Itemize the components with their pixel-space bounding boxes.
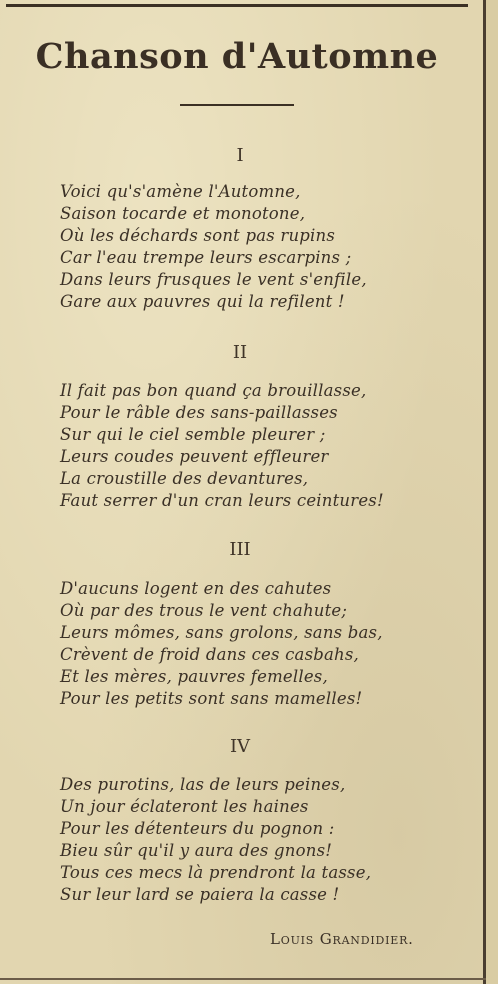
top-rule xyxy=(6,4,468,7)
poem-line: Où par des trous le vent chahute; xyxy=(60,601,348,620)
stanza-numeral-4: IV xyxy=(229,736,251,757)
author-signature: Louis Grandidier. xyxy=(270,930,414,948)
stanza-numeral-1: I xyxy=(236,145,244,166)
poem-line: Pour les détenteurs du pognon : xyxy=(60,819,335,838)
poem-line: Il fait pas bon quand ça brouillasse, xyxy=(60,381,367,400)
bottom-rule xyxy=(0,978,486,980)
poem-line: Tous ces mecs là prendront la tasse, xyxy=(60,863,372,882)
poem-line: Dans leurs frusques le vent s'enfile, xyxy=(60,270,367,289)
poem-title: Chanson d'Automne xyxy=(35,36,439,77)
stanza-4 xyxy=(60,774,480,906)
title-underline xyxy=(180,104,294,106)
poem-line: Bieu sûr qu'il y aura des gnons! xyxy=(60,841,333,860)
stanza-2 xyxy=(60,380,480,512)
poem-line: Saison tocarde et monotone, xyxy=(60,204,306,223)
poem-line: La croustille des devantures, xyxy=(60,469,309,488)
stanza-numeral-3: III xyxy=(229,539,251,560)
poem-line: Faut serrer d'un cran leurs ceintures! xyxy=(60,491,384,510)
poem-line: Crèvent de froid dans ces casbahs, xyxy=(60,645,359,664)
stanza-numeral-2: II xyxy=(232,342,248,363)
column-rule xyxy=(483,0,486,984)
poem-line: Sur leur lard se paiera la casse ! xyxy=(60,885,340,904)
poem-line: Leurs coudes peuvent effleurer xyxy=(60,447,329,466)
poem-line: Voici qu's'amène l'Automne, xyxy=(60,182,301,201)
poem-line: Et les mères, pauvres femelles, xyxy=(60,667,328,686)
poem-line: Leurs mômes, sans grolons, sans bas, xyxy=(60,623,383,642)
poem-line: Gare aux pauvres qui la refilent ! xyxy=(60,292,345,311)
poem-line: Des purotins, las de leurs peines, xyxy=(60,775,346,794)
stanza-1 xyxy=(60,181,480,313)
poem-line: Sur qui le ciel semble pleurer ; xyxy=(60,425,326,444)
poem-line: Car l'eau trempe leurs escarpins ; xyxy=(60,248,352,267)
poem-line: D'aucuns logent en des cahutes xyxy=(60,579,332,598)
poem-line: Pour le râble des sans-paillasses xyxy=(60,403,338,422)
poem-line: Où les déchards sont pas rupins xyxy=(60,226,336,245)
stanza-3 xyxy=(60,578,480,710)
poem-line: Pour les petits sont sans mamelles! xyxy=(60,689,363,708)
poem-line: Un jour éclateront les haines xyxy=(60,797,309,816)
page-edge xyxy=(486,0,498,984)
